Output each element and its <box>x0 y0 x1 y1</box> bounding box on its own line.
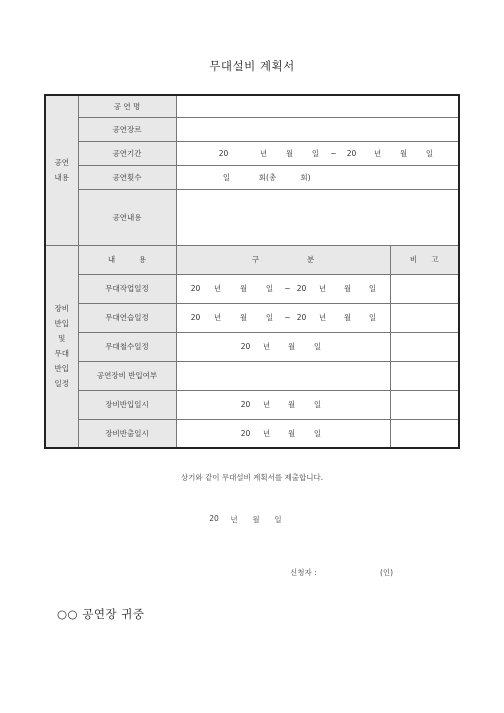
equipment-use-remark-field[interactable] <box>390 361 459 390</box>
applicant-line <box>290 567 420 578</box>
header-remark: 비 고 <box>390 245 459 274</box>
header-content: 내 용 <box>78 245 176 274</box>
equipment-in-remark-field[interactable] <box>390 390 459 419</box>
recipient-line: ○○ 공연장 귀중 <box>57 607 145 621</box>
label-performance-period: 공연기간 <box>78 141 176 165</box>
performance-genre-field[interactable] <box>176 117 459 141</box>
stage-work-remark-field[interactable] <box>390 274 459 303</box>
label-stage-work-schedule: 무대작업일정 <box>78 274 176 303</box>
submission-statement: 상기와 같이 무대설비 계획서를 제출합니다. <box>180 473 324 482</box>
applicant-name-field[interactable] <box>350 567 380 578</box>
header-division: 구 분 <box>176 245 390 274</box>
equipment-use-field[interactable] <box>176 361 390 390</box>
stage-rehearsal-remark-field[interactable] <box>390 303 459 332</box>
submission-date: 20 년 월 일 <box>209 514 282 524</box>
performance-count-field[interactable]: 일 회(총 회) <box>176 165 459 189</box>
stage-equipment-plan-table <box>44 94 460 449</box>
label-performance-count: 공연횟수 <box>78 165 176 189</box>
applicant-label: 신청자 : <box>290 568 317 577</box>
performance-name-field[interactable] <box>176 95 459 117</box>
equipment-out-remark-field[interactable] <box>390 419 459 448</box>
label-performance-name: 공 연 명 <box>78 95 176 117</box>
stage-removal-schedule-field[interactable]: 20 년 월 일 <box>176 332 390 361</box>
label-equipment-use: 공연장비 반입여부 <box>78 361 176 390</box>
label-stage-rehearsal-schedule: 무대연습일정 <box>78 303 176 332</box>
equipment-section-label: 장비 반입 및 무대 반입 일정 <box>45 245 78 448</box>
equipment-in-datetime-field[interactable]: 20 년 월 일 <box>176 390 390 419</box>
label-stage-removal-schedule: 무대철수일정 <box>78 332 176 361</box>
label-equipment-in-datetime: 장비반입일시 <box>78 390 176 419</box>
label-performance-genre: 공연장르 <box>78 117 176 141</box>
label-equipment-out-datetime: 장비반출일시 <box>78 419 176 448</box>
equipment-out-datetime-field[interactable]: 20 년 월 일 <box>176 419 390 448</box>
stage-removal-remark-field[interactable] <box>390 332 459 361</box>
performance-section-label: 공연 내용 <box>45 95 78 245</box>
stage-work-schedule-field[interactable]: 20 년 월 일 ~ 20 년 월 일 <box>176 274 390 303</box>
stage-rehearsal-schedule-field[interactable]: 20 년 월 일 ~ 20 년 월 일 <box>176 303 390 332</box>
document-title: 무대설비 계획서 <box>209 59 295 73</box>
label-performance-content: 공연내용 <box>78 189 176 245</box>
performance-period-field[interactable]: 20 년 월 일 ~ 20 년 월 일 <box>176 141 459 165</box>
seal-mark: (인) <box>380 568 394 577</box>
performance-content-field[interactable] <box>176 189 459 245</box>
